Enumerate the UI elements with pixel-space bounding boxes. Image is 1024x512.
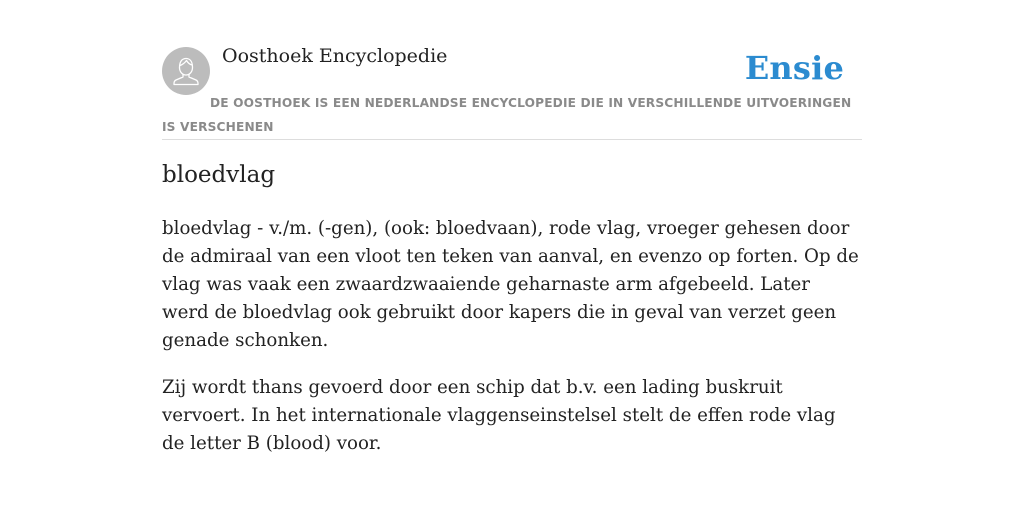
header: [162, 0, 862, 140]
article-paragraph: Zij wordt thans gevoerd door een schip dat b.v. een lading buskruit vervoert. In het internationale vlaggenseinstelsel stelt de effen rode vlag de letter B (blood) voor.: [162, 377, 836, 454]
author-description: DE OOSTHOEK IS EEN NEDERLANDSE ENCYCLOPEDIE DIE IN VERSCHILLENDE UITVOERINGEN IS VERSCHENEN: [162, 96, 852, 134]
page-container: [162, 0, 862, 454]
article-title: bloedvlag: [162, 162, 276, 188]
site-logo[interactable]: Ensie: [744, 49, 844, 87]
author-name[interactable]: Oosthoek Encyclopedie: [222, 45, 448, 67]
article-body: [162, 215, 862, 477]
article-paragraph: bloedvlag - v./m. (-gen), (ook: bloedvaan), rode vlag, vroeger gehesen door de admiraal van een vloot ten teken van aanval, en evenzo op forten. Op de vlag was vaak een zwaardzwaaiende geharnaste arm afgebeeld. Later werd de bloedvlag ook gebruikt door kapers die in geval van verzet geen genade schonken.: [162, 218, 859, 351]
author-avatar[interactable]: [162, 47, 210, 95]
user-icon: [162, 47, 210, 95]
